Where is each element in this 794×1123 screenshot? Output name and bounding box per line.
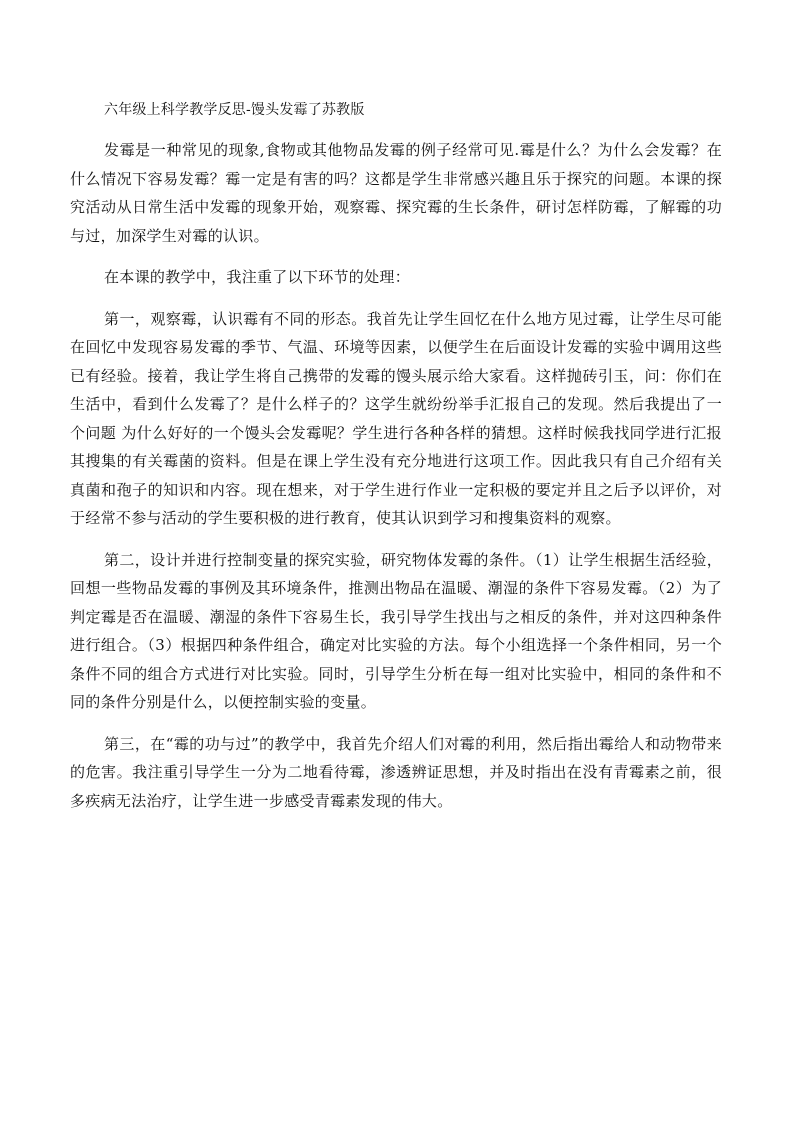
paragraph-intro: 发霉是一种常见的现象,食物或其他物品发霉的例子经常可见.霉是什么？为什么会发霉？在什么情况下容易发霉？霉一定是有害的吗？这都是学生非常感兴趣且乐于探究的问题。本课的探究活动从日常生活中发霉的现象开始，观察霉、探究霉的生长条件，研讨怎样防霉，了解霉的功与过，加深学生对霉的认识。	[70, 141, 722, 245]
document-body	[70, 98, 722, 828]
paragraph-first: 第一，观察霉，认识霉有不同的形态。我首先让学生回忆在什么地方见过霉，让学生尽可能在回忆中发现容易发霉的季节、气温、环境等因素，以便学生在后面设计发霉的实验中调用这些已有经验。接着，我让学生将自己携带的发霉的馒头展示给大家看。这样抛砖引玉，问：你们在生活中，看到什么发霉了？是什么样子的？这学生就纷纷举手汇报自己的发现。然后我提出了一个问题 为什么好好的一个馒头会发霉呢？学生进行各种各样的猜想。这样时候我找同学进行汇报其搜集的有关霉菌的资料。但是在课上学生没有充分地进行这项工作。因此我只有自己介绍有关真菌和孢子的知识和内容。现在想来，对于学生进行作业一定积极的要定并且之后予以评价，对于经常不参与活动的学生要积极的进行教育，使其认识到学习和搜集资料的观察。	[70, 309, 722, 527]
paragraph-third: 第三，在“霉的功与过”的教学中，我首先介绍人们对霉的利用，然后指出霉给人和动物带来的危害。我注重引导学生一分为二地看待霉，渗透辨证思想，并及时指出在没有青霉素之前，很多疾病无法治疗，让学生进一步感受青霉素发现的伟大。	[70, 734, 722, 810]
paragraph-focus: 在本课的教学中，我注重了以下环节的处理：	[104, 268, 411, 286]
paragraph-second: 第二，设计并进行控制变量的探究实验，研究物体发霉的条件。（1）让学生根据生活经验，回想一些物品发霉的事例及其环境条件，推测出物品在温暖、潮湿的条件下容易发霉。（2）为了判定霉是否在温暖、潮湿的条件下容易生长，我引导学生找出与之相反的条件，并对这四种条件进行组合。（3）根据四种条件组合，确定对比实验的方法。每个小组选择一个条件相同，另一个条件不同的组合方式进行对比实验。同时，引导学生分析在每一组对比实验中，相同的条件和不同的条件分别是什么，以便控制实验的变量。	[70, 550, 722, 711]
document-title: 六年级上科学教学反思-馒头发霉了苏教版	[104, 102, 365, 118]
